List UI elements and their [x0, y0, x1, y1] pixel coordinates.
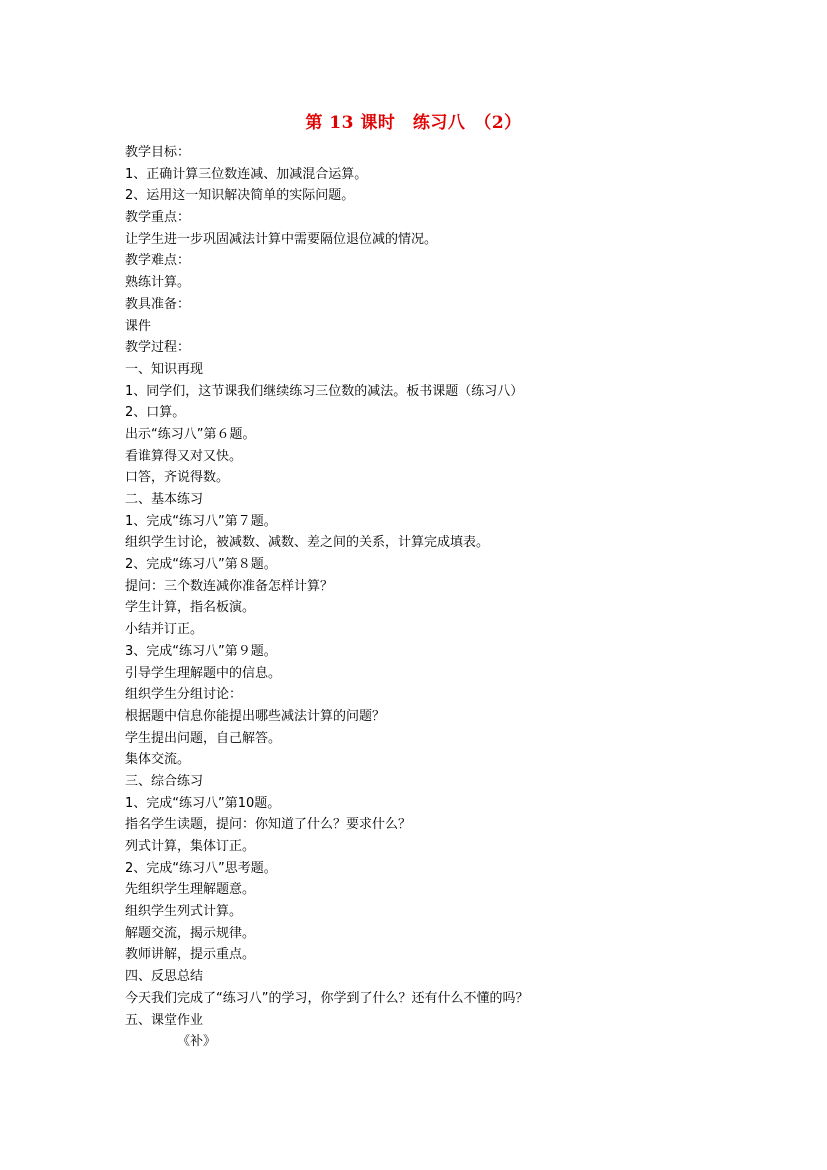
- section-heading: 二、基本练习: [125, 492, 204, 507]
- section-heading: 三、综合练习: [125, 773, 204, 789]
- text-line: 先组织学生理解题意。: [125, 882, 256, 898]
- text-line: 教学目标：: [125, 145, 191, 160]
- text-line: 2、运用这一知识解决简单的实际问题。: [125, 188, 355, 204]
- text-line: 组织学生讨论，被减数、减数、差之间的关系，计算完成填表。: [125, 535, 490, 551]
- text-line: 1、同学们，这节课我们继续练习三位数的减法。板书课题（练习八）: [125, 383, 524, 399]
- text-line: 出示“练习八”第６题。: [125, 426, 256, 442]
- text-line: 让学生进一步巩固减法计算中需要隔位退位减的情况。: [125, 231, 438, 247]
- section-heading: 五、课堂作业: [125, 1012, 204, 1028]
- text-line: 学生计算，指名板演。: [125, 600, 256, 616]
- text-line: 1、正确计算三位数连减、加减混合运算。: [125, 166, 368, 182]
- text-line: 看谁算得又对又快。: [125, 448, 243, 464]
- text-line: 2、完成“练习八”第８题。: [125, 557, 277, 573]
- text-line: 组织学生分组讨论：: [125, 687, 243, 703]
- text-line: 1、完成“练习八”第７题。: [125, 513, 277, 529]
- text-line: 2、完成“练习八”思考题。: [125, 860, 277, 876]
- section-heading: 四、反思总结: [125, 969, 204, 985]
- text-line: 教具准备：: [125, 296, 191, 312]
- text-line: 教师讲解，提示重点。: [125, 947, 256, 963]
- text-line: 集体交流。: [125, 752, 191, 768]
- text-line: 列式计算，集体订正。: [125, 839, 256, 854]
- text-line: 指名学生读题，提问：你知道了什么？要求什么？: [125, 817, 412, 833]
- text-line: 熟练计算。: [125, 275, 191, 291]
- text-line: 学生提出问题，自己解答。: [125, 730, 282, 746]
- text-line: 口答，齐说得数。: [125, 470, 230, 486]
- lesson-plan-body: [125, 142, 725, 1053]
- section-heading: 一、知识再现: [125, 361, 204, 377]
- text-line: 教学过程：: [125, 340, 191, 356]
- text-line: 《补》: [177, 1034, 217, 1050]
- text-line: 1、完成“练习八”第10题。: [125, 795, 281, 811]
- text-line: 2、口算。: [125, 405, 186, 421]
- text-line: 3、完成“练习八”第９题。: [125, 643, 277, 659]
- text-line: 教学难点：: [125, 253, 191, 269]
- page-title: 第 13 课时 练习八 （2）: [305, 113, 522, 133]
- text-line: 今天我们完成了“练习八”的学习，你学到了什么？还有什么不懂的吗？: [125, 990, 529, 1006]
- text-line: 组织学生列式计算。: [125, 904, 243, 920]
- text-line: 提问：三个数连减你准备怎样计算？: [125, 578, 334, 594]
- text-line: 根据题中信息你能提出哪些减法计算的问题？: [125, 708, 386, 724]
- text-line: 教学重点：: [125, 210, 191, 226]
- text-line: 引导学生理解题中的信息。: [125, 665, 282, 681]
- text-line: 课件: [125, 318, 152, 334]
- text-line: 解题交流，揭示规律。: [125, 925, 256, 941]
- text-line: 小结并订正。: [125, 622, 204, 638]
